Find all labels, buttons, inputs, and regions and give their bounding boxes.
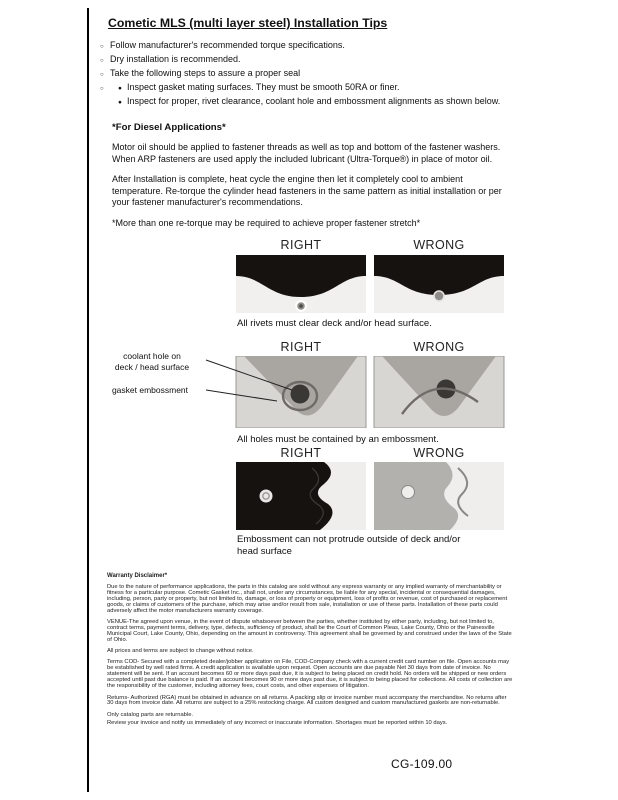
diesel-paragraph-1: Motor oil should be applied to fastener threads as well as top and bottom of the fastener washers. When ARP fasteners are used apply the included lubricant (Ultra-Torque®) in place of motor oil. (112, 142, 501, 164)
legal-paragraph: Terms COD- Secured with a completed dealer/jobber application on File, COD-Company check with a current credit card number on file. Open accounts may be established by well rated firms. A credit application is available upon request. Open accounts are due payable Net 30 days from date of invoice. No statement will be sent. If an account becomes 60 or more days past due, it is subject to being placed on credit hold. No orders will be shipped or new orders accepted until past due balance is paid. If an account becomes 90 or more days past due, it is subject to being placed for collections. All costs of collection are the responsibility of the customer, including attorney fees, court costs, and other expenses of litigation. (107, 659, 513, 690)
diesel-paragraph-2: After Installation is complete, heat cycle the engine then let it completely cool to ambient temperature. Re-torque the cylinder head fasteners in the same pattern as initial installation or per your fastener manufacturer's recommendations. (112, 174, 502, 207)
row2-caption: All holes must be contained by an embossment. (237, 434, 439, 445)
tip-item: ○ Dry installation is recommended. (100, 54, 618, 65)
warranty-disclaimer-heading: Warranty Disclaimer* (107, 573, 168, 579)
right-label-row1: RIGHT (280, 238, 322, 252)
sub-tips-list (100, 82, 618, 107)
wrong-label-row1: WRONG (413, 238, 465, 252)
coolant-hole-callout-line2: deck / head surface (114, 361, 190, 372)
sub-tip-item: ● Inspect for proper, rivet clearance, coolant hole and embossment alignments as shown below. (117, 96, 618, 107)
embossment-containment-right-image (235, 356, 367, 428)
retorque-note: *More than one re-torque may be required to achieve proper fastener stretch* (112, 217, 421, 228)
legal-paragraph: Due to the nature of performance applications, the parts in this catalog are sold without any express warranty or any implied warranty of merchantability or fitness for a particular purpose. Cometic Gasket Inc., shall not, under any circumstances, be liable for any special, incidental or consequential damages, including, person, party or property, but not limited to, damage, or loss of property or equipment, loss of profits or revenue, cost of purchased or replacement goods, or claims of customers of the purchase, which may arise and/or result from sale, installation or use of these parts. Installation of these parts could adversely affect the motor manufacturers warranty coverage. (107, 583, 508, 614)
page-title: Cometic MLS (multi layer steel) Installation Tips (108, 16, 388, 30)
rivet-clearance-right-image (235, 255, 367, 313)
right-label-row2: RIGHT (280, 340, 322, 354)
row1-caption: All rivets must clear deck and/or head surface. (237, 318, 432, 329)
legal-paragraph: Only catalog parts are returnable. (107, 711, 194, 718)
tip-item: ○ Take the following steps to assure a proper seal (100, 68, 618, 79)
wrong-label-row2: WRONG (413, 340, 465, 354)
tips-list (100, 40, 618, 107)
right-label-row3: RIGHT (280, 446, 322, 460)
diesel-heading: *For Diesel Applications* (112, 122, 226, 133)
wrong-label-row3: WRONG (413, 446, 465, 460)
rivet-clearance-wrong-image (373, 255, 505, 313)
embossment-containment-wrong-image (373, 356, 505, 428)
legal-paragraph: Returns- Authorized (RGA) must be obtained in advance on all returns. A packing slip or invoice number must accompany the merchandise. No returns after 30 days from invoice date. All returns are subject to a 25% restocking charge. All custom designed and custom manufactured gaskets are non-returnable. (107, 694, 507, 707)
sub-tip-item: ● ○ Inspect gasket mating surfaces. They must be smooth 50RA or finer. (117, 82, 618, 93)
tip-item: ○ Follow manufacturer's recommended torque specifications. (100, 40, 618, 51)
page-number-code: CG-109.00 (391, 757, 453, 771)
row3-caption: Embossment can not protrude outside of deck and/or head surface (237, 534, 461, 557)
legal-section (0, 560, 513, 727)
coolant-hole-callout-label (100, 351, 204, 372)
diesel-applications-section (112, 122, 510, 229)
gasket-embossment-callout-label: gasket embossment (111, 385, 189, 395)
diagram-section (0, 238, 618, 560)
embossment-protrusion-right-image (235, 462, 367, 530)
embossment-protrusion-wrong-image (373, 462, 505, 530)
legal-paragraph: VENUE-The agreed upon venue, in the event of dispute whatsoever between the parties, whether instituted by either party, including, but not limited to, contract terms, payment terms, delivery, type, defects, sufficiency of product, shall be the Court of Common Pleas, Lake County, Ohio or the Painesville Municipal Court, Lake County, Ohio, depending on the amount in controversy. This agreement shall be governed by and construed under the laws of the State of Ohio. (107, 618, 512, 643)
coolant-hole-callout-line1: coolant hole on (123, 351, 181, 361)
legal-paragraph: Review your invoice and notify us immediately of any incorrect or inaccurate information. Shortages must be reported within 10 days. (107, 719, 448, 726)
legal-paragraph: All prices and terms are subject to change without notice. (107, 648, 254, 655)
tip-item-container (100, 82, 618, 107)
installation-tips-section (0, 0, 618, 229)
